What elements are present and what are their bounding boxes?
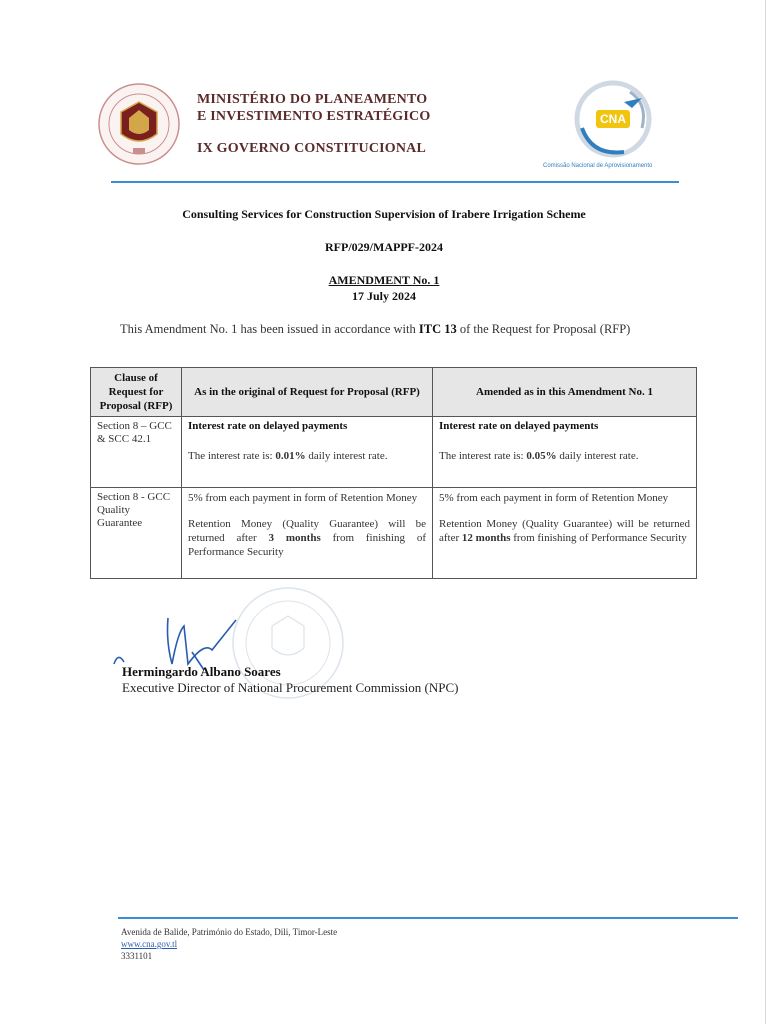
footer-phone: 3331101 [121,951,153,961]
header-clause: Clause of Request for Proposal (RFP) [91,368,182,417]
footer [121,926,337,962]
original-text: The interest rate is: 0.01% daily interest rate. [188,450,388,462]
amended-cell [433,488,697,579]
table-row [91,488,697,579]
amended-return-text: Retention Money (Quality Guarantee) will be returned after 12 months from finishing of Performance Security [439,518,690,544]
intro-paragraph [120,321,680,337]
intro-text-start: This Amendment No. 1 has been issued in accordance with [120,322,419,336]
reference-number: RFP/029/MAPPF-2024 [325,240,443,254]
footer-address: Avenida de Balide, Património do Estado, Dili, Timor-Leste [121,927,338,937]
ministry-line-2: E INVESTIMENTO ESTRATÉGICO [197,109,431,124]
amended-retention-text: 5% from each payment in form of Retention Money [439,492,669,504]
page-edge [765,0,766,1024]
original-cell [182,417,433,488]
table-row [91,417,697,488]
header-divider [111,181,679,183]
amended-text: The interest rate is: 0.05% daily interest rate. [439,450,639,462]
website-link[interactable]: www.cna.gov.tl [121,939,178,949]
header-original: As in the original of Request for Proposal (RFP) [182,368,433,417]
amended-return-period: 12 months [461,532,511,544]
original-cell [182,488,433,579]
project-title: Consulting Services for Construction Supervision of Irabere Irrigation Scheme [182,207,586,221]
clause-cell: Section 8 – GCC & SCC 42.1 [91,417,182,488]
signer-name: Hermingardo Albano Soares [122,664,281,679]
signer-title: Executive Director of National Procurement Commission (NPC) [122,680,459,695]
intro-text-end: of the Request for Proposal (RFP) [456,322,631,336]
amended-heading: Interest rate on delayed payments [439,420,599,432]
header-amended: Amended as in this Amendment No. 1 [433,368,697,417]
table-header-row [91,368,697,417]
original-rate: 0.01% [275,450,306,462]
timor-leste-seal-icon [97,82,181,166]
intro-itc-reference: ITC 13 [418,322,457,336]
cna-logo-icon [572,78,654,160]
clause-cell: Section 8 - GCC Quality Guarantee [91,488,182,579]
amended-cell [433,417,697,488]
original-heading: Interest rate on delayed payments [188,420,348,432]
ministry-line-1: MINISTÉRIO DO PLANEAMENTO [197,92,428,107]
ministry-name [197,91,430,157]
original-retention-text: 5% from each payment in form of Retention Money [188,492,418,504]
cna-logo-text: CNA [600,112,626,126]
footer-divider [118,917,738,919]
amendment-date: 17 July 2024 [351,289,416,303]
government-name: IX GOVERNO CONSTITUCIONAL [197,141,427,156]
original-return-text: Retention Money (Quality Guarantee) will be returned after 3 months from finishing of Performance Security [188,518,427,558]
cna-caption: Comissão Nacional de Aprovisionamento [543,163,653,169]
original-return-period: 3 months [268,532,321,544]
amendment-table [90,367,697,579]
amended-rate: 0.05% [526,450,557,462]
amendment-title: AMENDMENT No. 1 [328,273,440,287]
